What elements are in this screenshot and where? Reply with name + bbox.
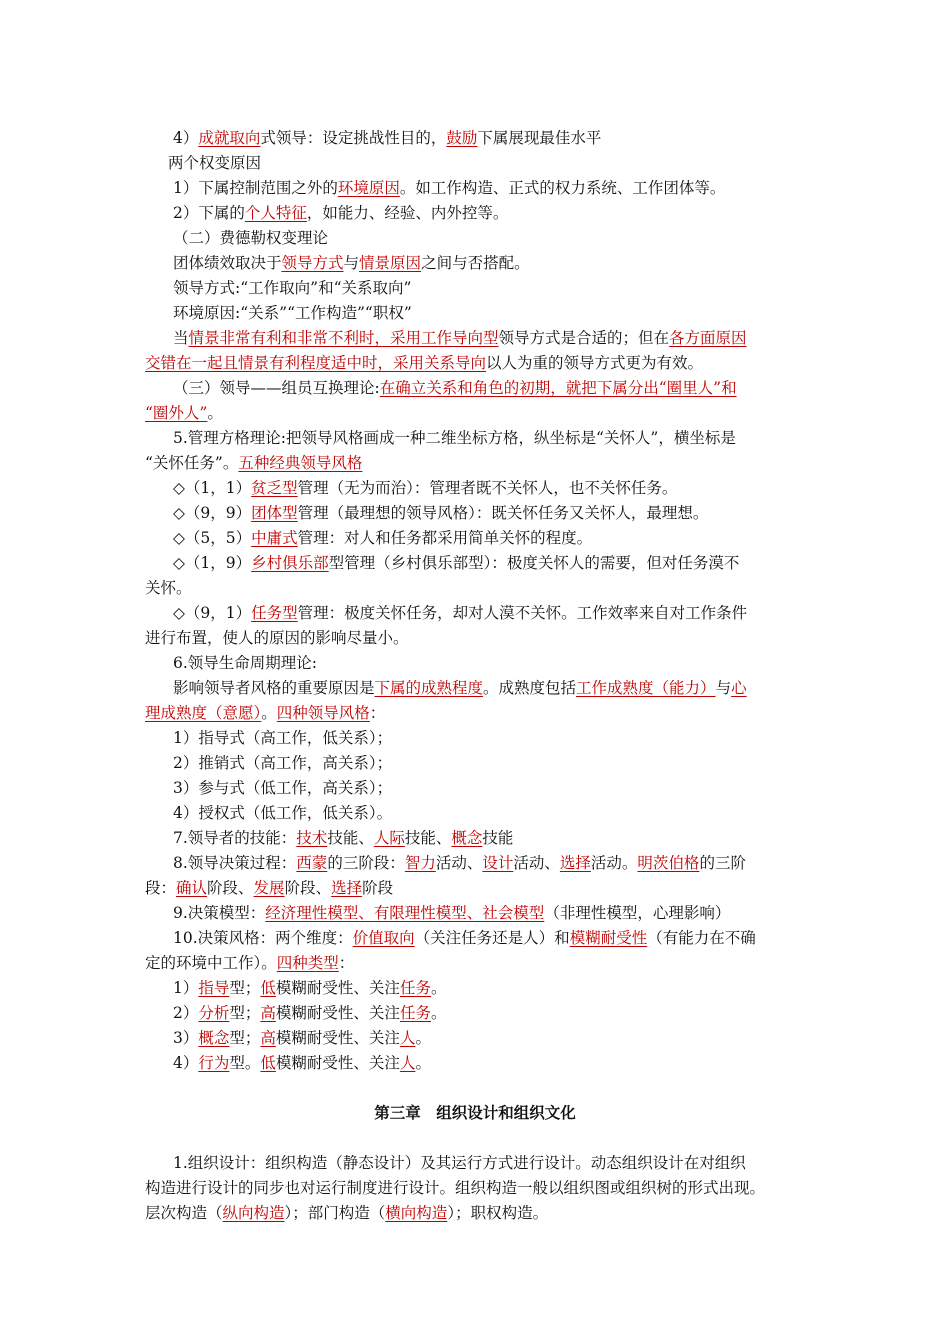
highlighted-term: 领导方式	[281, 254, 344, 272]
text-line	[145, 453, 825, 473]
text-segment: 模糊耐受性、关注	[275, 979, 400, 997]
highlighted-term: 行为	[198, 1054, 230, 1072]
text-segment: 。	[415, 1054, 431, 1072]
highlighted-term: 环境原因	[337, 179, 400, 197]
text-segment: 1）指导式（高工作，低关系）；	[173, 729, 393, 747]
highlighted-term: 模糊耐受性	[569, 929, 648, 947]
text-segment: 技能	[482, 829, 514, 847]
highlighted-term: 高	[260, 1029, 276, 1047]
highlighted-term: 指导	[198, 979, 230, 997]
highlighted-term: 价值取向	[352, 929, 415, 947]
text-line	[173, 503, 853, 523]
text-segment: 领导方式是合适的；但在	[498, 329, 670, 347]
text-segment: 定的环境中工作）。	[145, 954, 277, 972]
text-segment: 段：	[145, 879, 177, 897]
text-line	[173, 678, 853, 698]
text-segment: 的三阶	[699, 854, 746, 872]
text-segment: 两个权变原因	[168, 154, 262, 172]
text-segment: 管理（最理想的领导风格）：既关怀任务又关怀人，最理想。	[297, 504, 709, 522]
text-segment: 9.决策模型：	[173, 904, 266, 922]
text-line	[173, 553, 853, 573]
text-segment: 技能、	[327, 829, 374, 847]
text-segment: 型。	[229, 1054, 261, 1072]
text-segment: 1）	[173, 979, 199, 997]
highlighted-term: 下属的成熟程度	[374, 679, 484, 697]
highlighted-term: 工作成熟度（能力）	[576, 679, 716, 697]
highlighted-term: 交错在一起且情景有利程度适中时，采用关系导向	[145, 354, 487, 372]
text-line	[173, 978, 853, 998]
highlighted-term: 任务型	[251, 604, 298, 622]
text-line	[173, 528, 853, 548]
highlighted-term: 技术	[296, 829, 328, 847]
highlighted-term: 情景原因	[359, 254, 422, 272]
text-segment: 1）下属控制范围之外的	[173, 179, 338, 197]
text-line	[145, 953, 825, 973]
text-segment: 。如工作构造、正式的权力系统、工作团体等。	[399, 179, 726, 197]
text-segment: 。	[207, 404, 223, 422]
text-line	[173, 903, 853, 923]
highlighted-term: 人际	[373, 829, 405, 847]
text-line	[145, 1203, 825, 1223]
text-line	[173, 928, 853, 948]
text-line	[145, 628, 825, 648]
text-segment: 活动、	[513, 854, 560, 872]
text-segment: 1.组织设计：组织构造（静态设计）及其运行方式进行设计。动态组织设计在对组织	[173, 1154, 746, 1172]
highlighted-term: 智力	[404, 854, 436, 872]
text-line	[173, 1028, 853, 1048]
text-line	[173, 478, 853, 498]
text-segment: 与	[343, 254, 360, 272]
text-segment: 2）	[173, 1004, 199, 1022]
text-line	[145, 1178, 825, 1198]
text-line	[173, 803, 853, 823]
text-segment: （有能力在不确	[647, 929, 756, 947]
text-segment: “关怀任务”。	[145, 454, 239, 472]
text-line	[173, 603, 853, 623]
text-line	[173, 853, 853, 873]
text-segment: 层次构造（	[145, 1204, 223, 1222]
highlighted-term: 确认	[176, 879, 208, 897]
text-line	[173, 778, 853, 798]
text-segment: 影响领导者风格的重要原因是	[173, 679, 375, 697]
highlighted-term: 纵向构造	[222, 1204, 285, 1222]
text-segment: ，如能力、经验、内外控等。	[306, 204, 509, 222]
text-segment: 3）	[173, 1029, 199, 1047]
text-segment: 之间与否搭配。	[421, 254, 530, 272]
highlighted-term: 心	[731, 679, 747, 697]
highlighted-term: 在确立关系和角色的初期，就把下属分出“圈里人”和	[379, 379, 737, 397]
text-line	[173, 828, 853, 848]
text-segment: 型；	[229, 979, 261, 997]
text-segment: 7.领导者的技能：	[173, 829, 297, 847]
highlighted-term: 低	[260, 1054, 276, 1072]
text-segment: （二）费德勒权变理论	[173, 229, 329, 247]
text-segment: 活动。	[590, 854, 638, 872]
text-segment: 当	[173, 329, 189, 347]
text-segment: 与	[715, 679, 732, 697]
text-line	[145, 403, 825, 423]
text-line	[173, 728, 853, 748]
text-segment: ◇（9，9）	[173, 504, 252, 522]
text-segment: 2）下属的	[173, 204, 245, 222]
text-line	[173, 303, 853, 323]
highlighted-term: 选择	[331, 879, 363, 897]
highlighted-term: 四种类型	[276, 954, 339, 972]
highlighted-term: 理成熟度（意愿）	[145, 704, 262, 722]
text-line	[173, 1053, 853, 1073]
text-line	[145, 353, 825, 373]
text-segment: 。	[430, 979, 447, 997]
text-line	[173, 228, 853, 248]
text-segment: 下属展现最佳水平	[477, 129, 602, 147]
text-segment: ◇（5，5）	[173, 529, 252, 547]
text-line	[173, 1003, 853, 1023]
highlighted-term: 四种领导风格	[276, 704, 370, 722]
text-segment: 3）参与式（低工作，高关系）；	[173, 779, 393, 797]
text-line	[173, 378, 853, 398]
text-segment: 型；	[229, 1004, 261, 1022]
highlighted-term: 团体型	[251, 504, 298, 522]
text-line	[173, 178, 853, 198]
highlighted-term: 西蒙	[296, 854, 328, 872]
highlighted-term: 乡村俱乐部	[251, 554, 329, 572]
text-segment: 5.管理方格理论:把领导风格画成一种二维坐标方格，纵坐标是“关怀人”，横坐标是	[173, 429, 736, 447]
text-segment: （三）领导——组员互换理论:	[173, 379, 380, 397]
highlighted-term: 低	[260, 979, 276, 997]
text-segment: 管理：对人和任务都采用简单关怀的程度。	[297, 529, 593, 547]
text-segment: ：	[338, 954, 355, 972]
highlighted-term: 鼓励	[446, 129, 478, 147]
highlighted-term: 中庸式	[251, 529, 298, 547]
text-segment: ◇（9，1）	[173, 604, 252, 622]
text-segment: 环境原因:“关系”“工作构造”“职权”	[173, 304, 412, 322]
text-segment: 式领导：设定挑战性目的，	[260, 129, 447, 147]
text-line	[145, 578, 825, 598]
highlighted-term: 贫乏型	[251, 479, 298, 497]
highlighted-term: “圈外人”	[145, 404, 208, 422]
text-segment: 8.领导决策过程：	[173, 854, 297, 872]
text-segment: 10.决策风格：两个维度：	[173, 929, 353, 947]
highlighted-term: 发展	[253, 879, 285, 897]
highlighted-term: 情景非常有利和非常不利时，采用工作导向型	[188, 329, 499, 347]
text-line	[173, 128, 853, 148]
text-segment: 。	[261, 704, 277, 722]
text-line	[168, 153, 848, 173]
highlighted-term: 成就取向	[198, 129, 261, 147]
highlighted-term: 明茨伯格	[637, 854, 700, 872]
text-segment: ◇（1，9）	[173, 554, 252, 572]
text-line	[173, 753, 853, 773]
text-segment: 进行布置，使人的原因的影响尽量小。	[145, 629, 409, 647]
highlighted-term: 分析	[198, 1004, 230, 1022]
text-segment: 以人为重的领导方式更为有效。	[486, 354, 704, 372]
text-line	[173, 328, 853, 348]
text-segment: 。成熟度包括	[483, 679, 577, 697]
highlighted-term: 个人特征	[244, 204, 307, 222]
text-segment: （非理性模型，心理影响）	[544, 904, 731, 922]
text-line	[173, 1153, 853, 1173]
text-segment: 4）	[173, 129, 199, 147]
text-segment: 6.领导生命周期理论:	[173, 654, 318, 672]
text-segment: 团体绩效取决于	[173, 254, 282, 272]
highlighted-term: 任务	[399, 979, 431, 997]
highlighted-term: 人	[399, 1054, 416, 1072]
text-line	[145, 878, 825, 898]
highlighted-term: 概念	[451, 829, 483, 847]
highlighted-term: 各方面原因	[669, 329, 747, 347]
text-segment: 领导方式:“工作取向”和“关系取向”	[173, 279, 412, 297]
text-segment: ：	[369, 704, 386, 722]
text-segment: 构造进行设计的同步也对运行制度进行设计。组织构造一般以组织图或组织树的形式出现。	[145, 1179, 766, 1197]
text-line	[173, 428, 853, 448]
text-line	[173, 278, 853, 298]
highlighted-term: 设计	[482, 854, 514, 872]
text-segment: ）；职权构造。	[447, 1204, 549, 1222]
text-segment: 的三阶段：	[327, 854, 405, 872]
text-line	[145, 703, 825, 723]
highlighted-term: 人	[399, 1029, 416, 1047]
text-segment: 2）推销式（高工作，高关系）；	[173, 754, 393, 772]
text-line	[173, 203, 853, 223]
highlighted-term: 高	[260, 1004, 276, 1022]
highlighted-term: 五种经典领导风格	[238, 454, 363, 472]
text-segment: 技能、	[404, 829, 452, 847]
text-segment: 管理（无为而治）：管理者既不关怀人，也不关怀任务。	[297, 479, 678, 497]
text-segment: 关怀。	[145, 579, 192, 597]
text-segment: 阶段、	[284, 879, 332, 897]
text-segment: 型；	[229, 1029, 261, 1047]
text-line	[173, 653, 853, 673]
highlighted-term: 任务	[399, 1004, 431, 1022]
text-segment: ◇（1，1）	[173, 479, 252, 497]
text-segment: 模糊耐受性、关注	[275, 1004, 400, 1022]
text-segment: ）；部门构造（	[284, 1204, 386, 1222]
text-segment: 。	[430, 1004, 447, 1022]
highlighted-term: 选择	[559, 854, 591, 872]
highlighted-term: 横向构造	[385, 1204, 448, 1222]
text-segment: 4）	[173, 1054, 199, 1072]
text-segment: 型管理（乡村俱乐部型）：极度关怀人的需要，但对任务漠不	[328, 554, 740, 572]
highlighted-term: 经济理性模型、有限理性模型、社会模型	[265, 904, 545, 922]
chapter-title: 第三章 组织设计和组织文化	[374, 1104, 576, 1122]
highlighted-term: 概念	[198, 1029, 230, 1047]
text-segment: 模糊耐受性、关注	[275, 1029, 400, 1047]
text-segment: 阶段、	[207, 879, 254, 897]
text-line	[173, 253, 853, 273]
text-segment: 4）授权式（低工作，低关系）。	[173, 804, 393, 822]
text-segment: （关注任务还是人）和	[414, 929, 570, 947]
text-segment: 模糊耐受性、关注	[275, 1054, 400, 1072]
text-segment: 阶段	[362, 879, 394, 897]
text-segment: 。	[415, 1029, 431, 1047]
text-segment: 活动、	[435, 854, 483, 872]
text-segment: 管理：极度关怀任务，却对人漠不关怀。工作效率来自对工作条件	[297, 604, 748, 622]
